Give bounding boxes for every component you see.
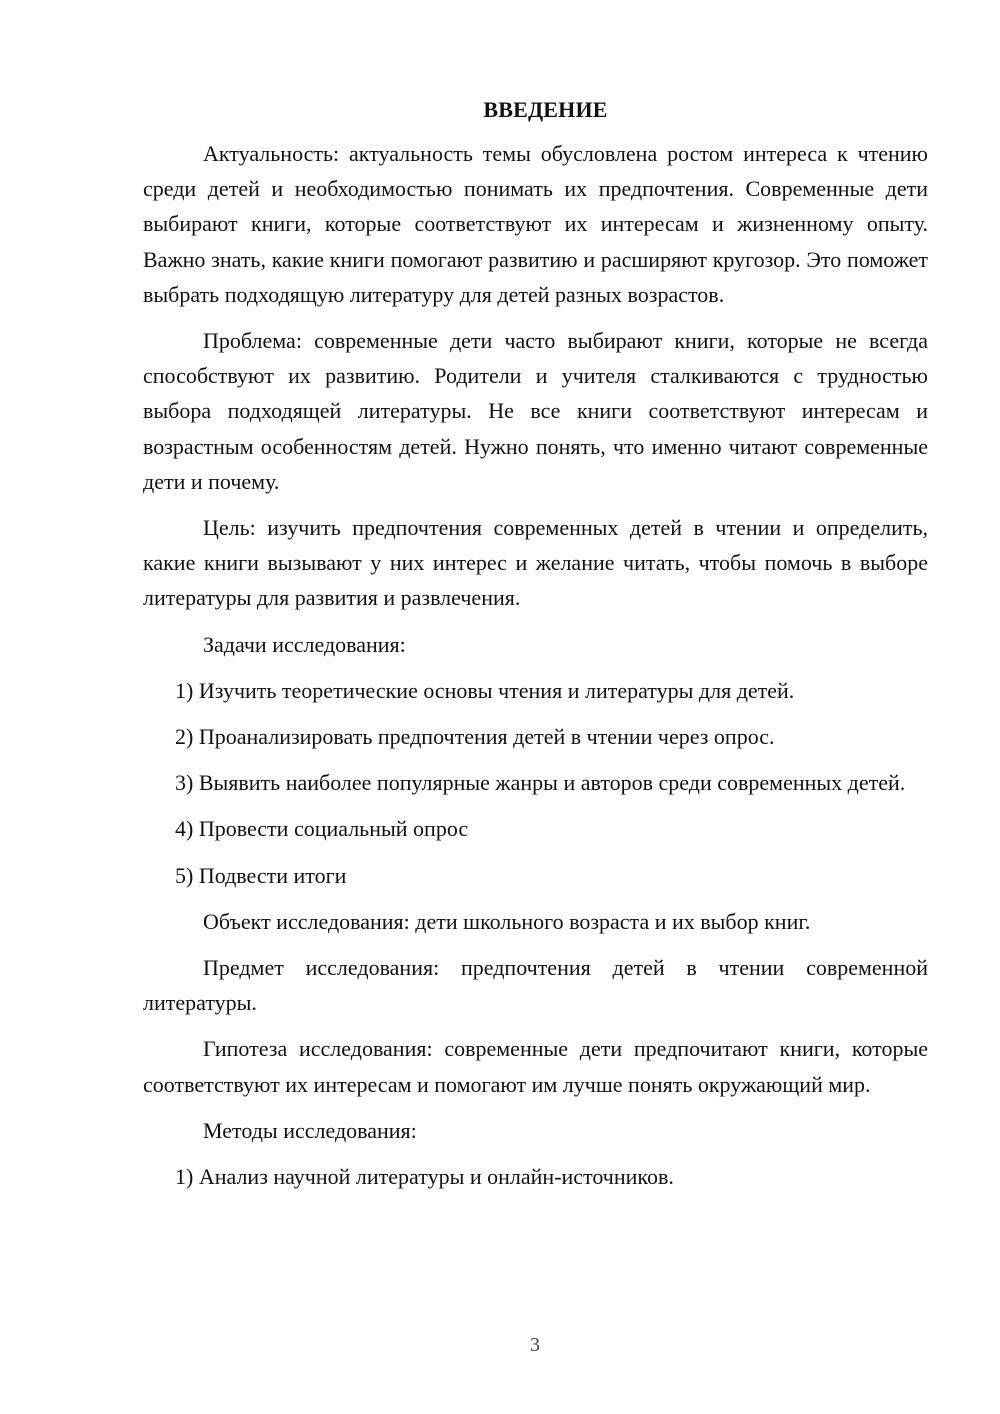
paragraph-goal: Цель: изучить предпочтения современных детей в чтении и определить, какие книги вызывают у них интерес и желание читать, чтобы помочь в выборе литературы для развития и развлечения. bbox=[143, 515, 928, 611]
task-item-1: 1) Изучить теоретические основы чтения и литературы для детей. bbox=[175, 677, 795, 703]
task-item-4: 4) Провести социальный опрос bbox=[175, 816, 469, 842]
paragraph-tasks-heading: Задачи исследования: bbox=[203, 631, 406, 657]
method-item-1: 1) Анализ научной литературы и онлайн-источников. bbox=[175, 1164, 674, 1190]
paragraph-object: Объект исследования: дети школьного возраста и их выбор книг. bbox=[203, 908, 811, 934]
task-item-2: 2) Проанализировать предпочтения детей в чтении через опрос. bbox=[175, 724, 775, 750]
paragraph-methods-heading: Методы исследования: bbox=[203, 1117, 417, 1143]
paragraph-problem: Проблема: современные дети часто выбирают книги, которые не всегда способствуют их развитию. Родители и учителя сталкиваются с трудностью выбора подходящей литературы. Не все книги соответствуют интересам и возрастным особенностям детей. Нужно понять, что именно читают современные дети и почему. bbox=[143, 328, 928, 494]
page-number: 3 bbox=[530, 1334, 540, 1356]
section-title: ВВЕДЕНИЕ bbox=[483, 97, 608, 122]
paragraph-hypothesis: Гипотеза исследования: современные дети предпочитают книги, которые соответствуют их интересам и помогают им лучше понять окружающий мир. bbox=[143, 1036, 928, 1097]
paragraph-relevance: Актуальность: актуальность темы обусловлена ростом интереса к чтению среди детей и необходимостью понимать их предпочтения. Современные дети выбирают книги, которые соответствуют их интересам и жизненному опыту. Важно знать, какие книги помогают развитию и расширяют кругозор. Это поможет выбрать подходящую литературу для детей разных возрастов. bbox=[143, 141, 928, 307]
task-item-5: 5) Подвести итоги bbox=[175, 862, 347, 888]
document-body bbox=[143, 94, 928, 1205]
task-item-3: 3) Выявить наиболее популярные жанры и авторов среди современных детей. bbox=[175, 770, 906, 796]
paragraph-subject: Предмет исследования: предпочтения детей в чтении современной литературы. bbox=[143, 955, 928, 1016]
